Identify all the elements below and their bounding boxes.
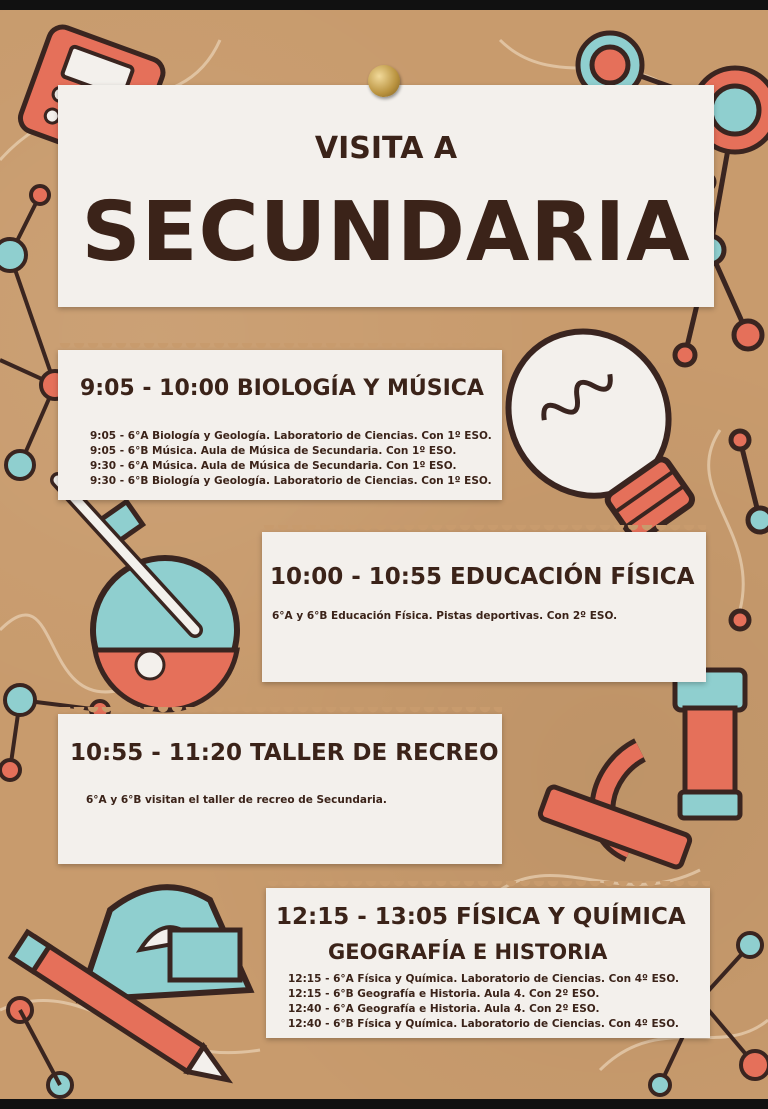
- schedule-line: 9:30 - 6°B Biología y Geología. Laboratorio de Ciencias. Con 1º ESO.: [90, 475, 492, 487]
- schedule-line: 12:15 - 6°A Física y Química. Laboratorio de Ciencias. Con 4º ESO.: [288, 973, 680, 985]
- schedule-line: 12:15 - 6°B Geografía e Historia. Aula 4. Con 2º ESO.: [288, 988, 600, 1000]
- title-line-2: SECUNDARIA: [81, 185, 691, 280]
- section-title: 9:05 - 10:00 BIOLOGÍA Y MÚSICA: [80, 376, 484, 401]
- schedule-line: 9:05 - 6°A Biología y Geología. Laboratorio de Ciencias. Con 1º ESO.: [90, 430, 492, 442]
- section-subtitle: GEOGRAFÍA E HISTORIA: [328, 940, 608, 964]
- schedule-card-3: [58, 714, 502, 864]
- schedule-card-2: [262, 532, 706, 682]
- schedule-line: 6°A y 6°B Educación Física. Pistas deportivas. Con 2º ESO.: [272, 610, 618, 622]
- schedule-line: 12:40 - 6°B Física y Química. Laboratorio de Ciencias. Con 4º ESO.: [288, 1018, 679, 1030]
- schedule-line: 9:30 - 6°A Música. Aula de Música de Secundaria. Con 1º ESO.: [90, 460, 457, 472]
- microscope-icon: [539, 670, 745, 869]
- poster: [0, 10, 768, 1099]
- section-title: 10:00 - 10:55 EDUCACIÓN FÍSICA: [270, 564, 695, 590]
- title-card: [58, 85, 714, 307]
- flask-icon: [58, 480, 237, 710]
- title-line-1: VISITA A: [314, 131, 458, 166]
- schedule-card-4: [266, 888, 710, 1038]
- schedule-line: 12:40 - 6°A Geografía e Historia. Aula 4. Con 2º ESO.: [288, 1003, 600, 1015]
- section-title: 12:15 - 13:05 FÍSICA Y QUÍMICA: [276, 904, 686, 930]
- section-title: 10:55 - 11:20 TALLER DE RECREO: [70, 740, 499, 766]
- pushpin-icon: [368, 65, 400, 97]
- schedule-line: 6°A y 6°B visitan el taller de recreo de Secundaria.: [86, 794, 387, 806]
- schedule-line: 9:05 - 6°B Música. Aula de Música de Secundaria. Con 1º ESO.: [90, 445, 457, 457]
- schedule-card-1: [58, 350, 502, 500]
